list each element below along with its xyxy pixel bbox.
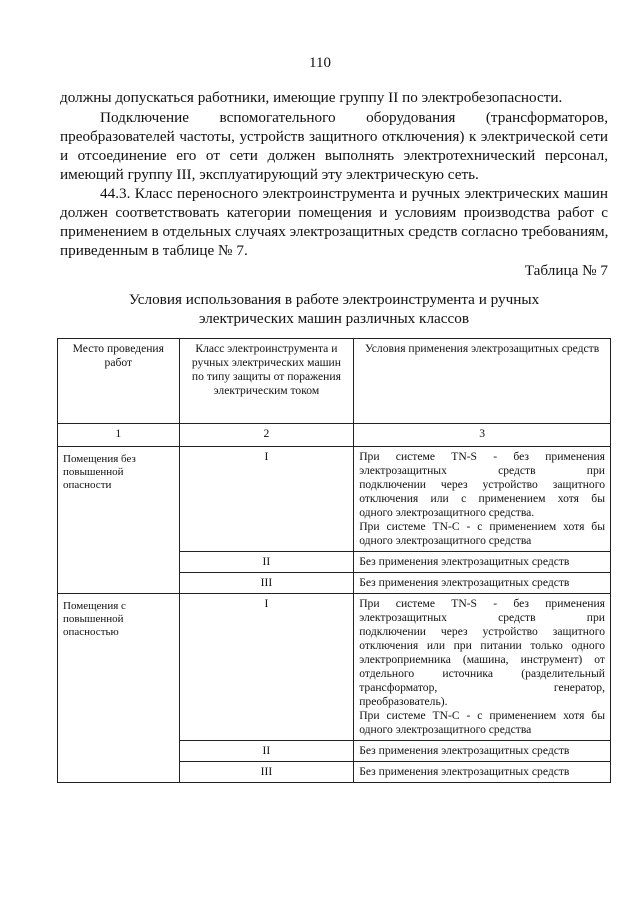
column-number: 2 [179, 424, 354, 447]
text-line: преобразователей частоты, устройств защитного отключения) к электрической сети [60, 128, 608, 145]
table-title-line: Условия использования в работе электроинструмента и ручных [128, 291, 540, 308]
page-number: 110 [309, 55, 331, 71]
text-line: При системе TN-C - с применением хотя бы [359, 520, 605, 533]
text-line: подключении через устройство защитного [359, 478, 605, 491]
text-line: отключения или при питании только одного [359, 639, 605, 652]
table-title-line: электрических машин различных классов [198, 310, 470, 327]
text-line: 44.3. Класс переносного электроинструмента и ручных электрических машин [100, 185, 608, 202]
text-line: электрозащитных средств при [359, 464, 605, 477]
paragraph-2 [60, 108, 608, 184]
text-line: имеющий группу III, эксплуатирующий эту электрическую сеть. [60, 166, 479, 183]
class-cell: III [179, 573, 354, 594]
paragraph-1 [60, 88, 608, 107]
text-line: электрозащитных средств при [359, 611, 605, 624]
condition-cell [354, 447, 611, 552]
class-cell: I [179, 447, 354, 552]
text-line: подключении через устройство защитного [359, 625, 605, 638]
class-cell: III [179, 762, 354, 783]
class-cell: II [179, 552, 354, 573]
place-cell: Помещения с повышенной опасностью [58, 594, 180, 783]
table-label: Таблица № 7 [524, 262, 608, 279]
text-line: Без применения электрозащитных средств [359, 765, 570, 778]
text-line: Подключение вспомогательного оборудования (трансформаторов, [100, 109, 608, 126]
text-line: и отсоединение его от сети должен выполнять электротехнический персонал, [60, 147, 608, 164]
text-line: одного электрозащитного средства [359, 723, 532, 736]
text-line: электроприемника (машина, инструмент) от [359, 653, 605, 666]
text-line: приведенным в таблице № 7. [60, 242, 248, 259]
header-place: Место проведения работ [58, 339, 180, 424]
header-conditions: Условия применения электрозащитных средств [354, 339, 611, 424]
class-cell: I [179, 594, 354, 741]
table-header-row [58, 339, 611, 424]
text-line: При системе TN-C - с применением хотя бы [359, 709, 605, 722]
text-line: трансформатор, генератор, [359, 681, 605, 694]
place-cell: Помещения без повышенной опасности [58, 447, 180, 594]
text-line: При системе TN-S - без применения [359, 450, 605, 463]
table-title [60, 290, 608, 328]
column-number: 3 [354, 424, 611, 447]
condition-cell [354, 762, 611, 783]
text-line: одного электрозащитного средства. [359, 506, 535, 519]
text-line: При системе TN-S - без применения [359, 597, 605, 610]
text-line: отдельного источника (разделительный [359, 667, 605, 680]
text-line: Без применения электрозащитных средств [359, 555, 570, 568]
text-line: отключения или с применением хотя бы [359, 492, 605, 505]
table-row [58, 594, 611, 741]
conditions-table [57, 338, 611, 783]
text-line: должны допускаться работники, имеющие группу II по электробезопасности. [60, 89, 563, 106]
condition-cell [354, 552, 611, 573]
text-line: применением в отдельных случаях электрозащитных средств согласно требованиям, [60, 223, 609, 240]
column-number: 1 [58, 424, 180, 447]
condition-cell [354, 573, 611, 594]
text-line: должен соответствовать категории помещения и условиям производства работ с [60, 204, 608, 221]
text-line: преобразователь). [359, 695, 448, 708]
paragraph-44-3 [60, 184, 608, 260]
text-line: Без применения электрозащитных средств [359, 576, 570, 589]
table-row [58, 447, 611, 552]
text-line: Без применения электрозащитных средств [359, 744, 570, 757]
text-line: одного электрозащитного средства [359, 534, 532, 547]
condition-cell [354, 741, 611, 762]
class-cell: II [179, 741, 354, 762]
condition-cell [354, 594, 611, 741]
column-number-row [58, 424, 611, 447]
header-class: Класс электроинструмента и ручных электрических машин по типу защиты от поражения электрическим током [179, 339, 354, 424]
